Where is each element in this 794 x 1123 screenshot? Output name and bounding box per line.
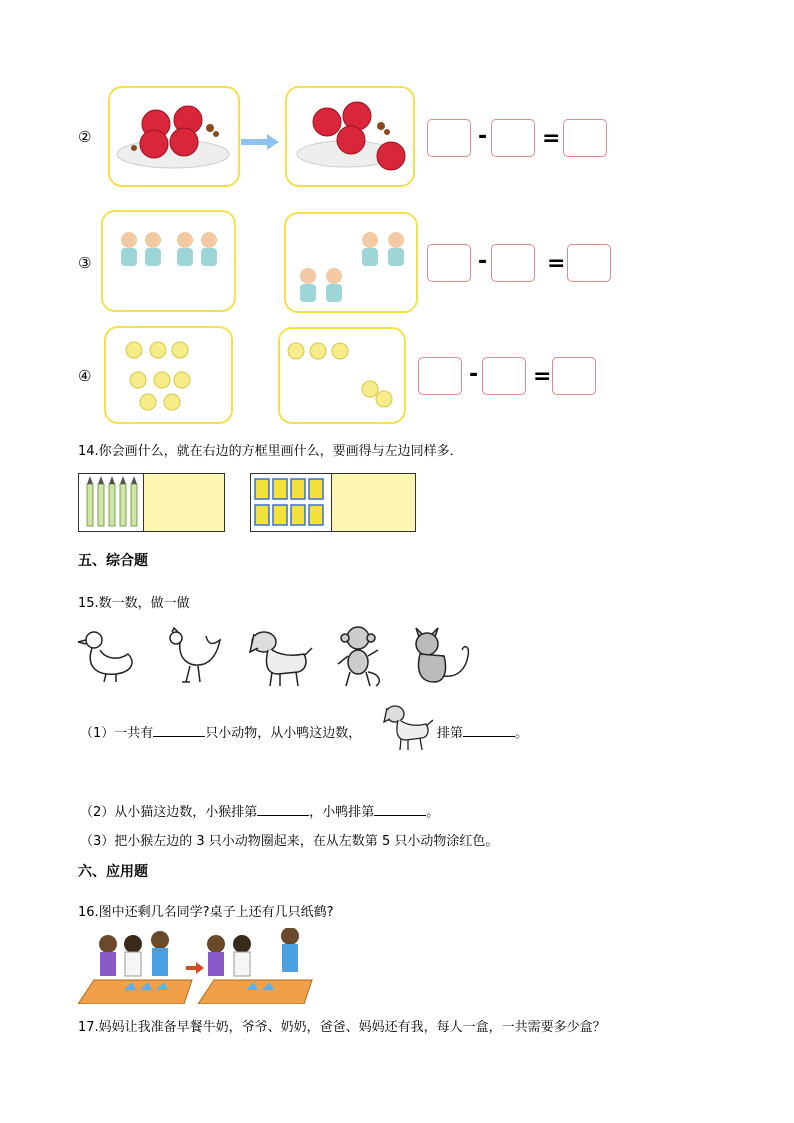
question-14-text: 14.你会画什么，就在右边的方框里画什么，要画得与左边同样多． [78, 444, 463, 459]
table-after [198, 980, 312, 1004]
q15-part2-period: 。 [426, 805, 440, 820]
row-label: ② [78, 128, 92, 146]
duck-icon [76, 626, 138, 690]
answer-box-minuend[interactable] [427, 119, 471, 157]
answer-box-minuend[interactable] [418, 357, 462, 395]
question-16-text: 16.图中还剩几名同学?桌子上还有几只纸鹤? [78, 905, 334, 920]
question-15-text: 15.数一数，做一做 [78, 596, 190, 611]
apple-plate-after [285, 86, 415, 187]
equals-sign: = [547, 251, 566, 276]
bears-before [101, 210, 236, 312]
q15-part1-mid: 只小动物，从小鸭这边数， [205, 726, 362, 741]
q15-part1 [80, 722, 361, 741]
question-17-text: 17.妈妈让我准备早餐牛奶，爷爷、奶奶，爸爸、妈妈还有我，每人一盒，一共需要多少盒？ [78, 1020, 606, 1035]
q15-part1-rank-label: 排第 [437, 726, 464, 741]
answer-box-minuend[interactable] [427, 244, 471, 282]
snack-bags-icon [251, 474, 332, 531]
cat-icon [410, 624, 472, 692]
q15-part2-mid: ，小鸭排第 [309, 805, 375, 820]
snacks-drawing-box [250, 473, 416, 532]
section-6-heading: 六、应用题 [78, 864, 148, 880]
minus-sign: - [478, 249, 488, 274]
row-label: ③ [78, 254, 92, 272]
dog-icon [248, 626, 314, 692]
answer-box-result[interactable] [563, 119, 607, 157]
dog-small-icon [382, 702, 434, 756]
q15-part1-end [437, 722, 528, 741]
answer-box-subtrahend[interactable] [491, 244, 535, 282]
bears-after [284, 212, 418, 313]
equals-sign: = [533, 364, 552, 389]
blank-duck-rank[interactable] [374, 815, 426, 816]
pencils-drawing-box [78, 473, 225, 532]
blank-monkey-rank[interactable] [257, 815, 309, 816]
monkey-icon [336, 624, 386, 692]
drawing-area[interactable] [332, 474, 415, 531]
minus-sign: - [478, 124, 488, 149]
answer-box-result[interactable] [567, 244, 611, 282]
q15-part1-period: 。 [515, 726, 529, 741]
q15-part2-lead: （2）从小猫这边数，小猴排第 [80, 805, 258, 820]
pencils-icon [79, 474, 144, 531]
answer-box-subtrahend[interactable] [491, 119, 535, 157]
blank-rank[interactable] [463, 736, 515, 737]
apple-plate-before [108, 86, 240, 187]
q15-part1-lead: （1）一共有 [80, 726, 154, 741]
chicks-before [104, 326, 233, 424]
answer-box-result[interactable] [552, 357, 596, 395]
answer-box-subtrahend[interactable] [482, 357, 526, 395]
arrow-right-icon [241, 134, 279, 154]
chicks-after [278, 327, 406, 424]
blank-count[interactable] [153, 736, 205, 737]
equals-sign: = [542, 126, 561, 151]
students-folding-cranes-illustration [78, 928, 314, 1008]
minus-sign: - [469, 362, 479, 387]
table-before [78, 980, 192, 1004]
q15-part2 [80, 801, 439, 820]
rooster-icon [164, 626, 226, 690]
q15-part3: （3）把小猴左边的 3 只小动物圈起来，在从左数第 5 只小动物涂红色。 [80, 834, 499, 849]
row-label: ④ [78, 367, 92, 385]
section-5-heading: 五、综合题 [78, 553, 148, 569]
drawing-area[interactable] [144, 474, 224, 531]
